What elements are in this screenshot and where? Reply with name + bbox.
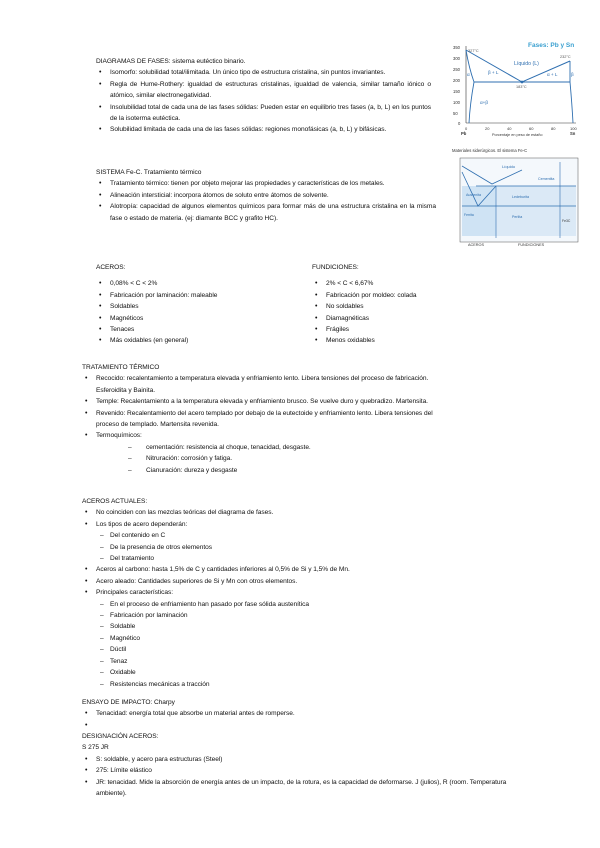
list-item: • Alineación intersticial: incorpora átomos de soluto entre átomos de solvente. — [96, 190, 436, 201]
x-tick: 0 — [465, 126, 468, 131]
section-aceros-actuales — [82, 496, 438, 690]
pb-sn-phase-diagram — [452, 38, 582, 138]
y-tick: 150 — [453, 89, 460, 94]
section-title: TRATAMIENTO TÉRMICO — [82, 364, 160, 371]
list-item: • Tenacidad: energía total que absorbe un material antes de romperse. — [82, 708, 438, 719]
section-title: ACEROS: — [96, 264, 126, 271]
list-item: • 2% < C < 6,67% — [312, 278, 452, 289]
fe-c-phase-diagram — [452, 146, 582, 252]
sub-list-item: – Nitruración: corrosión y fatiga. — [82, 453, 438, 464]
list-item: • Alotropía: capacidad de algunos elementos químicos para formar más de una estructura cristalina en la misma fase o estado de materia. (ej: diamante BCC y grafito HC). — [96, 201, 436, 224]
list-item: • Recocido: recalentamiento a temperatura elevada y enfriamiento lento. Libera tensiones del proceso de fabricación. Esferoidita y Bainita. — [82, 373, 438, 396]
x-tick: 20 — [485, 126, 490, 131]
list-item: • No coinciden con las mezclas teóricas del diagrama de fases. — [82, 507, 438, 518]
sub-list-item: – Resistencias mecánicas a tracción — [82, 679, 438, 690]
sub-list-item: – En el proceso de enfriamiento han pasado por fase sólida austenítica — [82, 599, 438, 610]
list-item: • Los tipos de acero dependerán: — [82, 519, 438, 530]
cast-iron-region — [496, 186, 576, 236]
section-tratamiento — [82, 362, 438, 476]
alpha-beta-label: α+β — [480, 100, 488, 105]
steels-label: ACEROS — [468, 243, 485, 247]
beta-liquid-label: α + L — [547, 72, 558, 77]
diagram-title: Fases: Pb y Sn — [528, 42, 575, 49]
list-item: • 275: Límite elástico — [82, 765, 518, 776]
section-fundiciones — [312, 262, 452, 347]
sub-list-item: – Cianuración: dureza y desgaste — [82, 465, 438, 476]
y-tick: 350 — [453, 45, 460, 50]
list-item: • JR: tenacidad. Mide la absorción de energía antes de un impacto, de la rotura, es la capacidad de deformarse. J (julios), R (room. Temperatura ambiente). — [82, 777, 518, 800]
x-end-label: Pb — [461, 131, 467, 136]
list-item: • Temple: Recalentamiento a la temperatura elevada y enfriamiento brusco. Se vuelve duro y quebradizo. Martensita. — [82, 396, 438, 407]
y-tick: 50 — [453, 111, 458, 116]
y-tick: 0 — [458, 121, 461, 126]
list-item: • Fabricación por laminación: maleable — [96, 290, 296, 301]
list-item: • Solubilidad limitada de cada una de las fases sólidas: regiones monofásicas (a, b, L) y bifásicas. — [96, 124, 431, 135]
section-impacto — [82, 697, 438, 731]
section-title: ENSAYO DE IMPACTO: Charpy — [82, 699, 175, 706]
sub-list-item: – Fabricación por laminación — [82, 610, 438, 621]
y-tick: 250 — [453, 67, 460, 72]
list-item: • Fabricación por moldeo: colada — [312, 290, 452, 301]
sub-list-item: – Dúctil — [82, 644, 438, 655]
list-item: • Tratamiento térmico: tienen por objeto mejorar las propiedades y características de los metales. — [96, 178, 436, 189]
sub-list-item: – Magnético — [82, 633, 438, 644]
x-axis-label: Porcentaje en peso de estaño — [492, 133, 543, 137]
y-tick: 100 — [453, 100, 460, 105]
section-title: SISTEMA Fe-C. Tratamiento térmico — [96, 169, 202, 176]
list-item: • Isomorfo: solubilidad total/ilimitada. Un único tipo de estructura cristalina, sin puntos invariantes. — [96, 67, 431, 78]
sub-list-item: – Del contenido en C — [82, 530, 438, 541]
x-tick: 100 — [570, 126, 577, 131]
alpha-label: α — [467, 72, 470, 77]
x-tick: 40 — [507, 126, 512, 131]
temp-label: 183°C — [516, 85, 527, 89]
fe3c-label: Fe3C — [562, 219, 571, 223]
ledeburite-label: Ledeburita — [512, 195, 529, 199]
sub-list-item: – Tenaz — [82, 656, 438, 667]
list-item: • Menos oxidables — [312, 335, 452, 346]
section-aceros — [96, 262, 296, 347]
list-item: • Aceros al carbono: hasta 1,5% de C y cantidades inferiores al 0,5% de Si y 1,5% de Mn. — [82, 564, 438, 575]
designation-code: S 275 JR — [82, 744, 109, 752]
list-item: • Más oxidables (en general) — [96, 335, 296, 346]
cementite-label: Cementita — [538, 177, 555, 181]
x-tick: 80 — [551, 126, 556, 131]
list-item: • Acero aleado: Cantidades superiores de Si y Mn con otros elementos. — [82, 576, 438, 587]
list-item: • Magnéticos — [96, 313, 296, 324]
x-end-label: Sn — [570, 131, 576, 136]
cast-irons-label: FUNDICIONES — [518, 243, 545, 247]
section-title: DESIGNACIÓN ACEROS: — [82, 733, 159, 740]
section-title: DIAGRAMAS DE FASES: sistema eutéctico binario. — [96, 58, 246, 65]
y-tick: 200 — [453, 78, 460, 83]
liquid-region-label: Líquido (L) — [514, 61, 539, 67]
sub-list-item: – cementación: resistencia al choque, tenacidad, desgaste. — [82, 442, 438, 453]
austenite-label: Austenita — [466, 193, 481, 197]
list-item: • Revenido: Recalentamiento del acero templado por debajo de la eutectoide y enfriamiento lento. Libera tensiones del proceso de templado. Martensita revenida. — [82, 408, 438, 431]
section-fe-c — [96, 167, 436, 224]
section-designacion — [82, 731, 518, 799]
list-item: • Tenaces — [96, 324, 296, 335]
perlite-label: Perlita — [512, 215, 523, 219]
temp-label: 232°C — [560, 55, 571, 59]
pb-sn-diagram-graphic — [452, 38, 582, 138]
sub-list-item: – De la presencia de otros elementos — [82, 542, 438, 553]
section-title: FUNDICIONES: — [312, 264, 359, 271]
list-item: • No soldables — [312, 301, 452, 312]
sub-list-item: – Oxidable — [82, 667, 438, 678]
liquid-label: Líquido — [502, 164, 516, 169]
x-tick: 60 — [529, 126, 534, 131]
fe-c-diagram-graphic — [452, 146, 582, 252]
diagram-caption: Materiales siderúrgicos. El sistema Fe-C — [452, 148, 528, 153]
list-item: • Principales características: — [82, 587, 438, 598]
temp-label: 327°C — [468, 49, 479, 53]
list-item: • S: soldable, y acero para estructuras (Steel) — [82, 754, 518, 765]
list-item: • Regla de Hume-Rothery: igualdad de estructuras cristalinas, igualdad de valencia, similar tamaño iónico o atómico, similar electronegatividad. — [96, 79, 431, 102]
list-item: • Insolubilidad total de cada una de las fases sólidas: Pueden estar en equilibrio tres fases (a, b, L) en los puntos de la isoterma eutéctica. — [96, 102, 431, 125]
sub-list-item: – Del tratamiento — [82, 553, 438, 564]
beta-label: β — [571, 72, 574, 77]
list-item: • 0,08% < C < 2% — [96, 278, 296, 289]
list-item: • Soldables — [96, 301, 296, 312]
ferrite-label: Ferrita — [464, 213, 474, 217]
list-item: • Diamagnéticas — [312, 313, 452, 324]
section-fases — [96, 56, 431, 136]
section-title: ACEROS ACTUALES: — [82, 498, 148, 505]
eutectic-point — [521, 81, 524, 84]
list-item: • Frágiles — [312, 324, 452, 335]
alpha-liquid-label: β + L — [488, 70, 499, 75]
list-item: • Termoquímicos: — [82, 430, 438, 441]
sub-list-item: – Soldable — [82, 621, 438, 632]
list-item — [82, 720, 438, 731]
y-tick: 300 — [453, 56, 460, 61]
